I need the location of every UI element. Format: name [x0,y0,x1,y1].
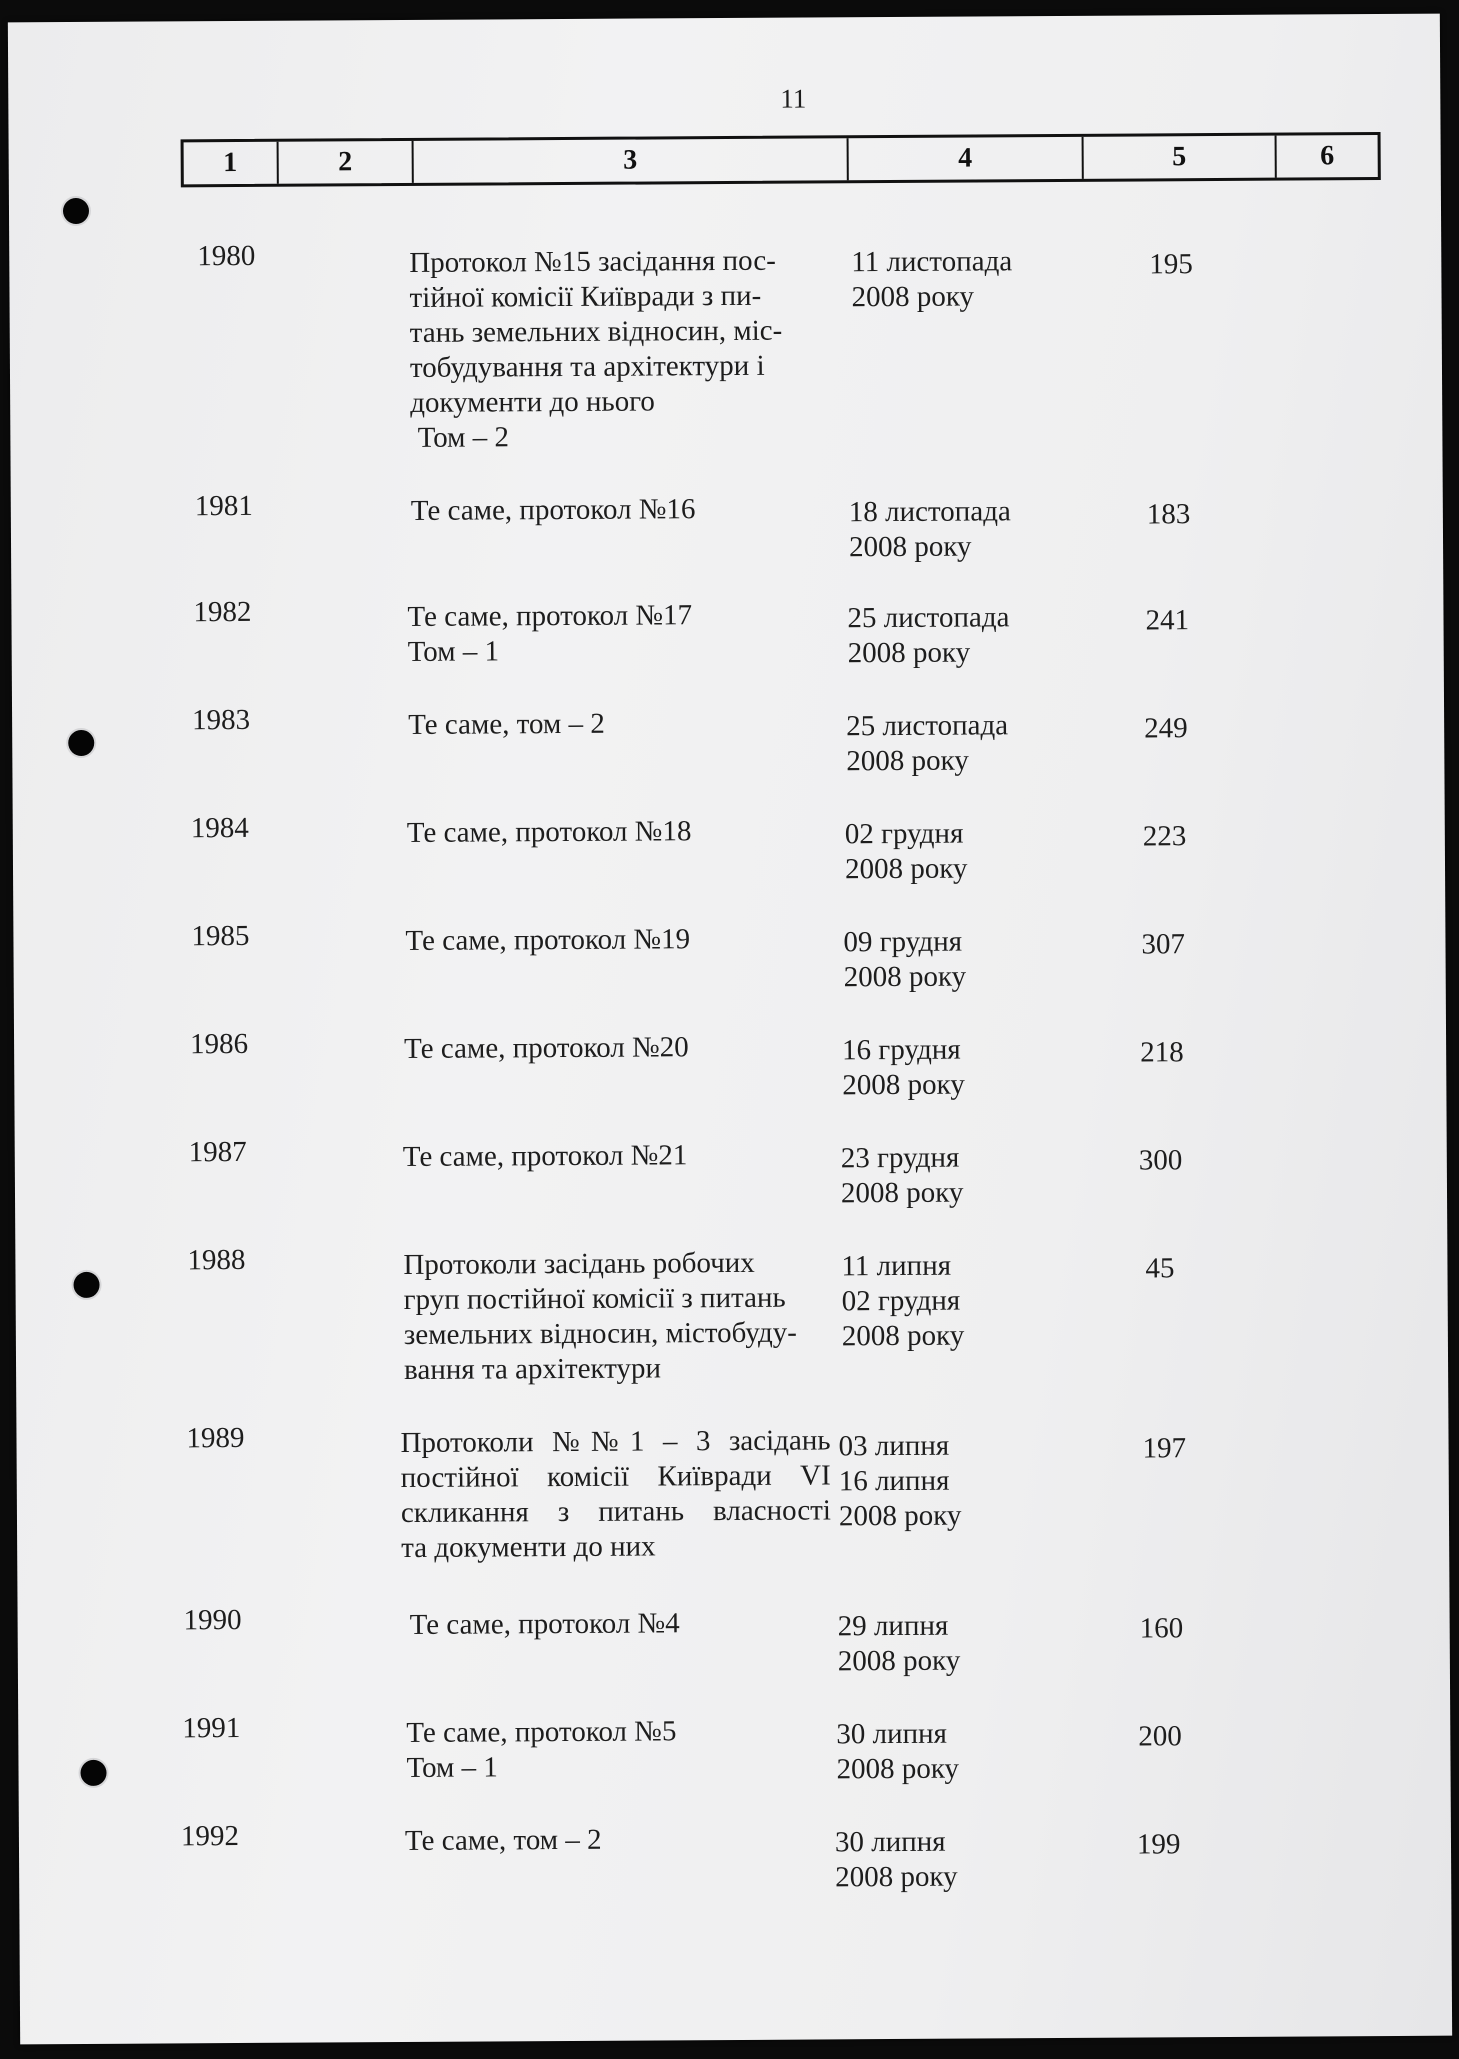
date-line: 02 грудня [844,817,964,851]
desc-line: груп постійної комісії з питань [403,1281,786,1316]
row-pages: 160 [1139,1612,1184,1645]
date-line: 11 липня [841,1249,952,1283]
header-col-6: 6 [1320,140,1335,172]
desc-line: Протокол №15 засідання пос- [409,244,776,279]
row-number: 1989 [186,1421,245,1455]
row-number: 1981 [194,489,253,523]
row-pages: 218 [1140,1036,1184,1069]
row-number: 1987 [188,1135,247,1169]
date-line: 2008 року [835,1860,958,1894]
date-line: 25 листопада [846,709,1009,743]
date-line: 2008 року [851,280,975,314]
page-number: 11 [780,83,807,114]
desc-line: постійної комісії Київради VI [400,1459,831,1495]
desc-line: Протоколи №№1 – 3 засідань [400,1424,831,1460]
row-date [845,817,968,888]
row-description [403,1138,688,1175]
punch-hole [63,198,89,224]
date-line: 2008 року [848,530,972,564]
document-page [8,14,1452,2045]
header-col-1: 1 [184,142,279,185]
date-line: 2008 року [843,960,967,994]
date-line: 18 листопада [848,495,1011,529]
row-pages: 241 [1145,604,1190,637]
header-col-5: 5 [1084,136,1277,179]
row-pages: 195 [1149,248,1193,281]
date-line: 2008 року [841,1319,965,1353]
date-line: 16 липня [838,1464,950,1498]
desc-line: Те саме, протокол №19 [405,923,691,957]
desc-line: Те саме, том – 2 [408,707,605,741]
row-description [405,922,690,959]
row-number: 1980 [197,239,256,273]
row-description [407,814,692,851]
desc-line: документи до нього [410,385,655,419]
row-pages: 249 [1144,712,1188,745]
desc-line: Те саме, протокол №5 [406,1715,677,1749]
date-line: 2008 року [840,1176,964,1210]
row-number: 1988 [187,1243,246,1277]
desc-line: скликання з питань власності [400,1494,832,1530]
desc-line: Те саме, протокол №18 [406,815,692,849]
date-line: 23 грудня [840,1141,960,1175]
desc-line: Те саме, протокол №16 [410,493,696,527]
date-line: 02 грудня [841,1284,961,1318]
desc-line: тійної комісії Київради з пи- [409,279,762,314]
row-pages: 199 [1136,1828,1181,1861]
row-date [849,494,1011,565]
desc-line: Те саме, протокол №17 [407,599,693,633]
date-line: 2008 року [842,1068,965,1102]
punch-hole [73,1272,99,1298]
row-pages: 307 [1141,928,1186,961]
date-line: 25 листопада [847,601,1010,635]
desc-line: земельних відносин, містобуду- [403,1316,797,1351]
table-header [181,132,1381,187]
desc-line: Те саме, том – 2 [404,1823,602,1858]
row-number: 1982 [193,595,252,629]
header-col-3: 3 [414,138,849,183]
row-date [838,1429,961,1535]
row-pages: 223 [1142,820,1187,853]
row-number: 1984 [190,811,249,845]
row-date [836,1717,959,1788]
desc-line: Те саме, протокол №20 [404,1031,689,1065]
row-pages: 45 [1145,1252,1175,1285]
date-line: 16 грудня [842,1033,961,1067]
row-description [411,492,696,529]
punch-hole [80,1760,106,1786]
header-col-4: 4 [849,137,1084,180]
date-line: 2008 року [846,744,969,778]
date-line: 2008 року [847,636,971,670]
row-pages: 200 [1138,1720,1182,1753]
row-date [841,1141,964,1212]
row-description [405,1823,602,1859]
row-date [846,708,1008,779]
row-number: 1983 [192,703,251,737]
desc-line: вання та архітектури [403,1352,662,1386]
date-line: 2008 року [844,852,968,886]
row-date [851,244,1012,315]
row-pages: 300 [1138,1144,1183,1177]
desc-line: Том – 1 [407,635,500,668]
desc-line: Те саме, протокол №4 [409,1607,680,1641]
date-line: 2008 року [836,1752,960,1786]
date-line: 09 грудня [843,925,963,959]
row-pages: 183 [1146,498,1191,531]
row-date [843,925,966,996]
date-line: 11 листопада [851,245,1013,279]
date-line: 2008 року [837,1644,961,1678]
row-number: 1991 [182,1712,241,1745]
row-number: 1990 [183,1603,242,1637]
date-line: 30 липня [834,1825,946,1859]
punch-hole [68,730,94,756]
desc-line: тобудування та архітектури і [409,349,765,384]
desc-line: та документи до них [401,1530,656,1565]
date-line: 03 липня [838,1429,950,1463]
desc-line: Том – 2 [410,421,510,454]
row-description [408,707,605,743]
row-date [841,1249,964,1355]
desc-line: Том – 1 [406,1751,498,1784]
row-date [842,1033,965,1104]
row-date [835,1825,958,1896]
row-description [407,598,692,670]
desc-line: тань земельних відносин, міс- [409,314,783,349]
row-description [410,1606,680,1643]
date-line: 29 липня [837,1609,949,1643]
row-pages: 197 [1142,1432,1187,1465]
row-description [400,1423,831,1566]
date-line: 2008 року [838,1499,962,1533]
header-col-2: 2 [279,141,414,184]
row-description [403,1246,797,1388]
row-description [406,1714,677,1786]
row-number: 1985 [191,919,250,953]
row-number: 1986 [189,1027,249,1061]
row-number: 1992 [180,1820,240,1853]
row-description [404,1030,689,1067]
row-date [847,600,1009,671]
date-line: 30 липня [836,1717,948,1751]
desc-line: Протоколи засідань робочих [403,1246,755,1281]
desc-line: Те саме, протокол №21 [402,1139,688,1174]
row-description [409,244,783,456]
row-date [838,1609,961,1680]
